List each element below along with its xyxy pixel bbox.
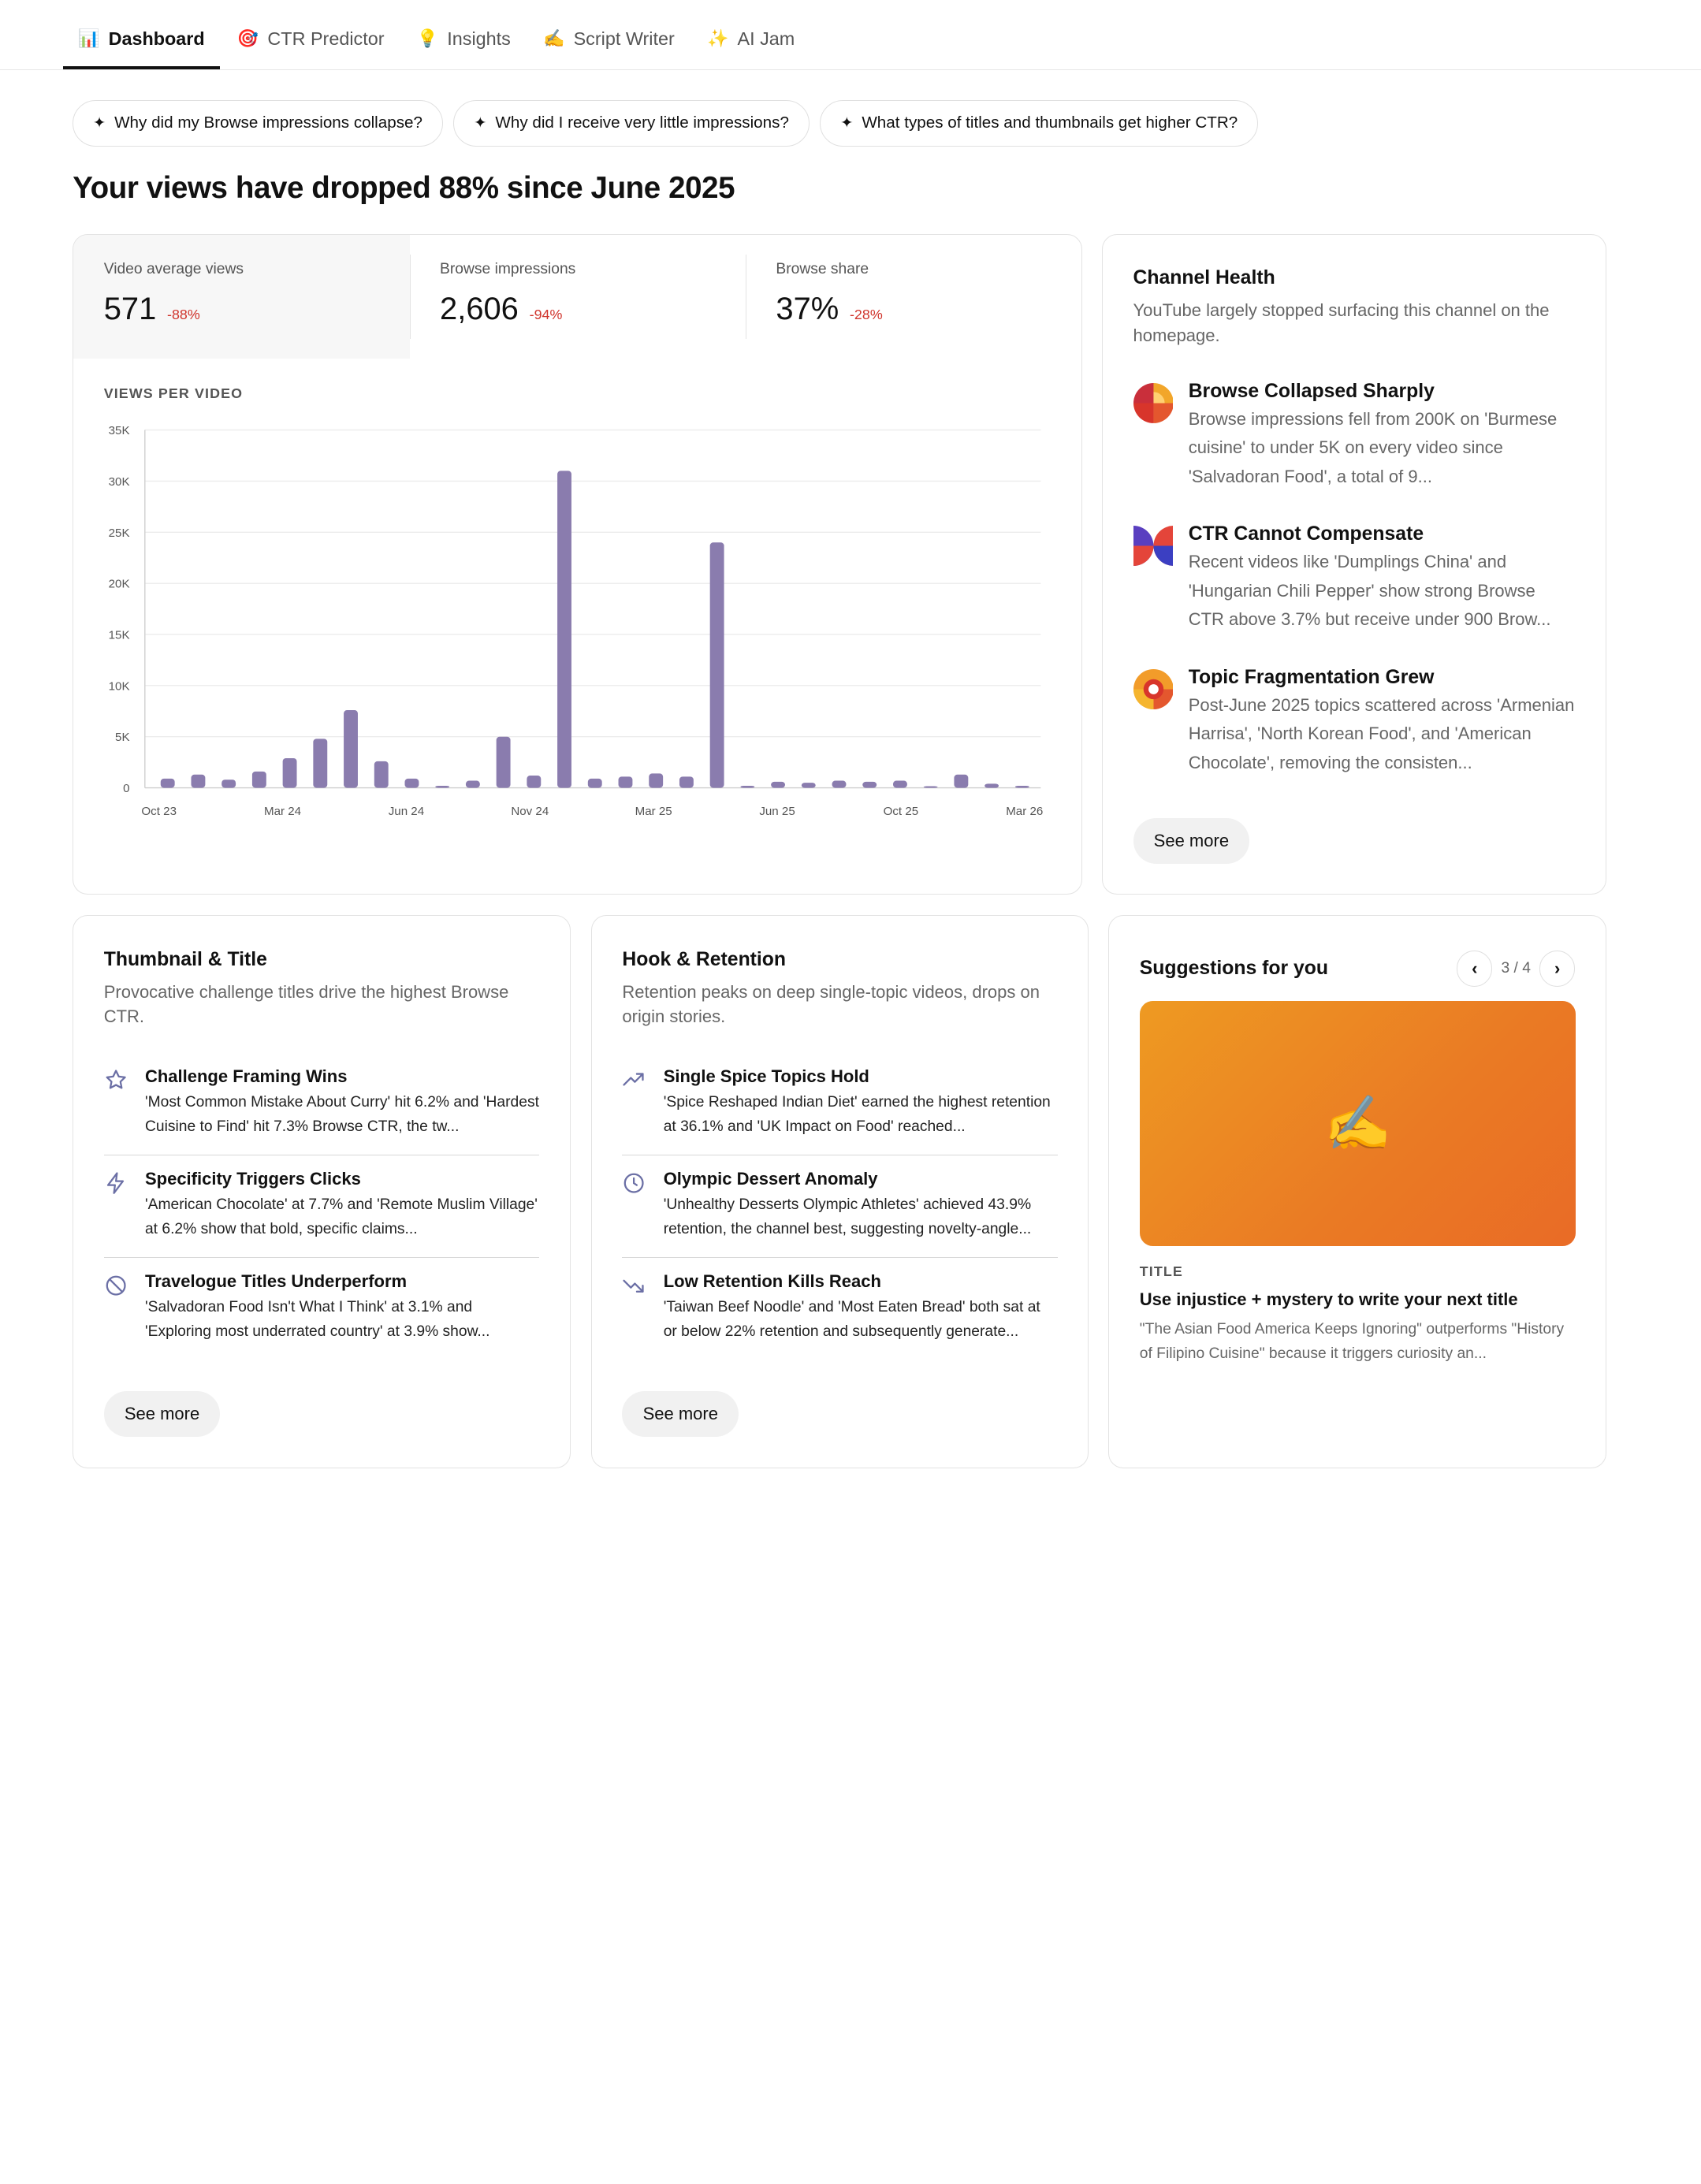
stat-value: 37% bbox=[776, 291, 839, 326]
chart-bar bbox=[710, 543, 724, 788]
tab-label: Script Writer bbox=[573, 28, 675, 49]
health-item bbox=[1133, 523, 1576, 634]
suggestion-title: Use injustice + mystery to write your next title bbox=[1139, 1289, 1518, 1309]
insight-title: Olympic Dessert Anomaly bbox=[663, 1168, 878, 1189]
health-item-title: CTR Cannot Compensate bbox=[1188, 523, 1424, 545]
insight-title: Specificity Triggers Clicks bbox=[144, 1168, 361, 1189]
question-chip[interactable] bbox=[73, 100, 443, 147]
chart-bar bbox=[893, 781, 907, 788]
chart-bar bbox=[802, 783, 816, 787]
tab-dashboard[interactable] bbox=[63, 11, 220, 69]
card-subtitle: Retention peaks on deep single-topic videos, drops on origin stories. bbox=[622, 981, 1040, 1027]
x-tick-label: Mar 25 bbox=[635, 805, 672, 819]
card-title: Channel Health bbox=[1133, 267, 1275, 289]
tab-label: CTR Predictor bbox=[267, 28, 385, 49]
chart-bar bbox=[527, 776, 542, 788]
health-item-desc: Post-June 2025 topics scattered across 'Armenian Harrisa', 'North Korean Food', and 'American Chocolate', removing the consisten... bbox=[1188, 694, 1575, 772]
tab-ctr-predictor[interactable] bbox=[222, 11, 400, 69]
card-title: Thumbnail & Title bbox=[103, 948, 267, 970]
suggestions-card bbox=[1108, 915, 1606, 1468]
question-chip[interactable] bbox=[453, 100, 809, 147]
card-title: Suggestions for you bbox=[1139, 958, 1329, 980]
insight-desc: 'Spice Reshaped Indian Diet' earned the highest retention at 36.1% and 'UK Impact on Food' reached... bbox=[663, 1094, 1051, 1136]
chart-bar bbox=[497, 737, 511, 788]
chart-bar bbox=[1015, 786, 1029, 788]
insight-title: Travelogue Titles Underperform bbox=[144, 1271, 408, 1291]
insight-desc: 'Unhealthy Desserts Olympic Athletes' achieved 43.9% retention, the channel best, suggesting novelty-angle... bbox=[663, 1196, 1032, 1238]
sparkle-icon: ✦ bbox=[92, 115, 106, 132]
y-tick-label: 15K bbox=[108, 628, 130, 642]
chart-bar bbox=[557, 471, 571, 788]
chart-bar bbox=[283, 758, 297, 788]
see-more-button[interactable]: See more bbox=[104, 1391, 221, 1437]
insight-desc: 'American Chocolate' at 7.7% and 'Remote Muslim Village' at 6.2% show that bold, specific claims... bbox=[144, 1196, 538, 1238]
bar-chart-icon: 📊 bbox=[78, 28, 100, 49]
x-tick-label: Mar 26 bbox=[1006, 805, 1044, 819]
stat-row bbox=[73, 235, 1081, 359]
see-more-button[interactable]: See more bbox=[1133, 818, 1250, 864]
chart-bar bbox=[466, 781, 480, 788]
chip-label: Why did I receive very little impressions? bbox=[495, 113, 789, 132]
x-tick-label: Oct 25 bbox=[883, 805, 919, 819]
health-item-desc: Browse impressions fell from 200K on 'Burmese cuisine' to under 5K on every video since 'Salvadoran Food', a total of 9... bbox=[1188, 408, 1558, 486]
health-item bbox=[1133, 381, 1576, 491]
hook-retention-card bbox=[591, 915, 1089, 1468]
insight-item bbox=[622, 1155, 1058, 1258]
insight-desc: 'Salvadoran Food Isn't What I Think' at 3.1% and 'Exploring most underrated country' at 3.9% show... bbox=[144, 1299, 490, 1341]
stat-video-average-views[interactable] bbox=[73, 235, 409, 359]
stat-delta: -28% bbox=[849, 306, 883, 322]
chart-bar bbox=[741, 786, 755, 788]
sparkle-icon: ✦ bbox=[474, 115, 487, 132]
tab-label: Dashboard bbox=[108, 28, 205, 49]
card-title: Hook & Retention bbox=[622, 948, 787, 970]
chart-bar bbox=[314, 739, 328, 788]
question-chips bbox=[73, 100, 1258, 147]
chart-bar bbox=[344, 710, 358, 788]
y-tick-label: 20K bbox=[108, 577, 130, 591]
chart-bar bbox=[771, 782, 785, 788]
stat-value: 571 bbox=[103, 291, 157, 326]
x-tick-label: Jun 25 bbox=[759, 805, 795, 819]
thumbnail-title-card bbox=[73, 915, 571, 1468]
chart-bar bbox=[588, 779, 602, 788]
pager-count: 3 / 4 bbox=[1501, 960, 1531, 977]
suggestion-pager bbox=[1457, 951, 1575, 986]
writing-hand-icon: ✍️ bbox=[1323, 1092, 1392, 1154]
sparkle-icon: ✦ bbox=[840, 115, 854, 132]
views-per-video-chart bbox=[73, 408, 1082, 864]
browse-collapsed-icon bbox=[1133, 383, 1174, 423]
chart-bar bbox=[405, 779, 419, 788]
bolt-icon bbox=[104, 1171, 128, 1195]
tab-insights[interactable] bbox=[402, 11, 527, 69]
chart-bar bbox=[862, 782, 877, 788]
y-tick-label: 10K bbox=[108, 679, 130, 694]
chevron-right-icon[interactable]: › bbox=[1539, 951, 1575, 986]
writing-hand-icon: ✍️ bbox=[543, 28, 565, 49]
health-item-title: Topic Fragmentation Grew bbox=[1188, 666, 1435, 688]
chevron-left-icon[interactable]: ‹ bbox=[1457, 951, 1492, 986]
suggestion-banner[interactable] bbox=[1140, 1001, 1576, 1246]
chart-bar bbox=[252, 772, 266, 788]
insight-item bbox=[622, 1258, 1058, 1360]
question-chip[interactable] bbox=[820, 100, 1258, 147]
y-tick-label: 5K bbox=[115, 731, 130, 745]
insight-title: Single Spice Topics Hold bbox=[663, 1066, 869, 1086]
see-more-button[interactable]: See more bbox=[622, 1391, 739, 1437]
chip-label: Why did my Browse impressions collapse? bbox=[114, 113, 422, 132]
stat-delta: -94% bbox=[529, 306, 563, 322]
stat-value: 2,606 bbox=[440, 291, 519, 326]
sparkles-icon: ✨ bbox=[706, 28, 729, 49]
suggestion-kicker: TITLE bbox=[1139, 1263, 1183, 1279]
health-item-desc: Recent videos like 'Dumplings China' and 'Hungarian Chili Pepper' show strong Browse CTR above 3.7% but receive under 900 Brow... bbox=[1188, 552, 1551, 630]
health-item-title: Browse Collapsed Sharply bbox=[1188, 381, 1435, 403]
target-icon: 🎯 bbox=[236, 28, 259, 49]
trending-down-icon bbox=[622, 1274, 646, 1297]
x-tick-label: Mar 24 bbox=[264, 805, 302, 819]
insight-item bbox=[104, 1155, 540, 1258]
card-subtitle: Provocative challenge titles drive the highest Browse CTR. bbox=[103, 981, 509, 1027]
stat-browse-share[interactable] bbox=[746, 235, 1081, 359]
clock-icon bbox=[622, 1171, 646, 1195]
insight-title: Challenge Framing Wins bbox=[144, 1066, 348, 1086]
tab-label: AI Jam bbox=[737, 28, 795, 49]
chart-bar bbox=[161, 779, 175, 788]
insight-item bbox=[104, 1066, 540, 1156]
chart-bar bbox=[924, 787, 938, 788]
chart-bar bbox=[192, 775, 206, 788]
insight-desc: 'Taiwan Beef Noodle' and 'Most Eaten Bread' both sat at or below 22% retention and subsequently generate... bbox=[663, 1299, 1040, 1341]
page-headline: Your views have dropped 88% since June 2025 bbox=[73, 171, 735, 206]
stat-label: Browse share bbox=[776, 261, 869, 278]
lightbulb-icon: 💡 bbox=[416, 28, 439, 49]
tab-label: Insights bbox=[447, 28, 511, 49]
channel-health-card bbox=[1102, 234, 1606, 895]
chip-label: What types of titles and thumbnails get higher CTR? bbox=[862, 113, 1238, 132]
chart-bar bbox=[221, 780, 236, 788]
card-subtitle: YouTube largely stopped surfacing this channel on the homepage. bbox=[1133, 300, 1550, 346]
y-tick-label: 35K bbox=[108, 424, 130, 438]
x-tick-label: Nov 24 bbox=[511, 805, 549, 819]
chart-bar bbox=[374, 761, 389, 788]
chart-bar bbox=[649, 774, 663, 788]
chart-bar bbox=[619, 777, 633, 788]
insight-item bbox=[622, 1066, 1058, 1156]
chart-bar bbox=[435, 786, 449, 788]
suggestion-desc: "The Asian Food America Keeps Ignoring" outperforms "History of Filipino Cuisine" because it triggers curiosity an... bbox=[1139, 1320, 1565, 1362]
stat-browse-impressions[interactable] bbox=[410, 235, 746, 359]
chart-bar bbox=[679, 777, 694, 788]
star-icon bbox=[104, 1068, 128, 1092]
trending-up-icon bbox=[622, 1068, 646, 1092]
chart-bar bbox=[955, 775, 969, 788]
stat-delta: -88% bbox=[167, 306, 200, 322]
x-tick-label: Oct 23 bbox=[141, 805, 177, 819]
stat-label: Video average views bbox=[103, 261, 244, 278]
y-tick-label: 30K bbox=[108, 475, 130, 489]
insight-item bbox=[104, 1258, 540, 1360]
top-nav bbox=[0, 0, 1701, 70]
stat-label: Browse impressions bbox=[440, 261, 576, 278]
chart-bar bbox=[832, 781, 847, 788]
views-card bbox=[73, 234, 1082, 895]
ban-icon bbox=[104, 1274, 128, 1297]
ctr-compensate-icon bbox=[1133, 526, 1174, 566]
y-tick-label: 25K bbox=[108, 526, 130, 541]
x-tick-label: Jun 24 bbox=[388, 805, 425, 819]
chart-bar bbox=[984, 784, 999, 788]
insight-title: Low Retention Kills Reach bbox=[663, 1271, 881, 1291]
chart-title: VIEWS PER VIDEO bbox=[103, 385, 244, 402]
topic-fragmentation-icon bbox=[1133, 669, 1174, 709]
y-tick-label: 0 bbox=[123, 782, 130, 796]
health-item bbox=[1133, 667, 1576, 777]
insight-desc: 'Most Common Mistake About Curry' hit 6.2% and 'Hardest Cuisine to Find' hit 7.3% Browse CTR, the tw... bbox=[144, 1094, 539, 1136]
tab-script-writer[interactable] bbox=[528, 11, 690, 69]
tab-ai-jam[interactable] bbox=[692, 11, 810, 69]
